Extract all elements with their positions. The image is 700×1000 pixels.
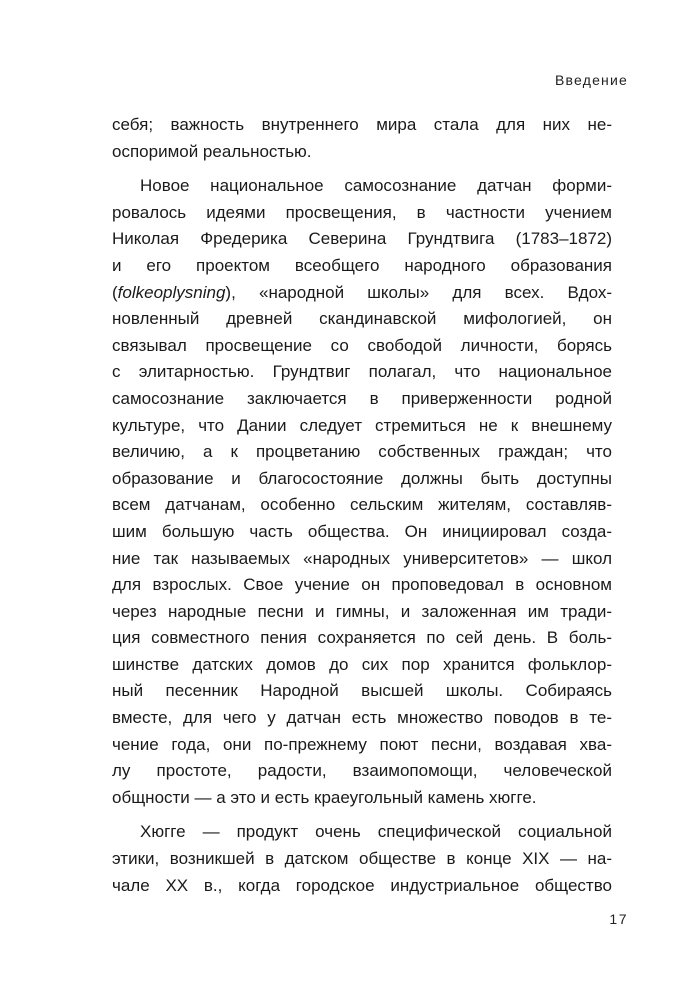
text-line: связывал просвещение со свободой личности, борясь — [112, 335, 612, 355]
text-line: всем датчанам, особенно сельским жителям, составляв- — [112, 495, 612, 515]
text-line: ный песенник Народной высшей школы. Собираясь — [112, 681, 612, 701]
text-line: Хюгге — продукт очень специфической социальной — [140, 822, 612, 842]
body-text — [112, 112, 612, 899]
text-line: лу простоте, радости, взаимопомощи, человеческой — [112, 761, 612, 781]
text-line: чение года, они по-прежнему поют песни, воздавая хва- — [112, 734, 612, 754]
text-line: через народные песни и гимны, и заложенная им тради- — [112, 601, 612, 621]
running-head: Введение — [555, 72, 628, 88]
text-line: шим большую часть общества. Он инициировал созда- — [112, 521, 612, 541]
text-line: ция совместного пения сохраняется по сей день. В боль- — [112, 628, 612, 648]
text-line: культуре, что Дании следует стремиться не к внешнему — [112, 415, 612, 435]
text-line: и его проектом всеобщего народного образования — [112, 255, 612, 275]
text-line: самосознание заключается в приверженности родной — [112, 388, 612, 408]
text-line: (folkeoplysning), «народной школы» для всех. Вдох- — [112, 282, 612, 302]
text-line: Николая Фредерика Северина Грундтвига (1783–1872) — [112, 229, 612, 249]
text-line: чале XX в., когда городское индустриальное общество — [112, 875, 612, 895]
text-line: с элитарностью. Грундтвиг полагал, что национальное — [112, 362, 612, 382]
text-line: Новое национальное самосознание датчан форми- — [140, 176, 612, 196]
text-line: этики, возникшей в датском обществе в конце XIX — на- — [112, 849, 612, 869]
page-number: 17 — [609, 911, 628, 927]
text-line: ние так называемых «народных университетов» — школ — [112, 548, 612, 568]
text-line: оспоримой реальностью. — [112, 141, 312, 161]
text-line: ровалось идеями просвещения, в частности учением — [112, 202, 612, 222]
text-line: себя; важность внутреннего мира стала для них не- — [112, 115, 612, 134]
text-line: шинстве датских домов до сих пор хранится фольклор- — [112, 654, 612, 674]
text-line: вместе, для чего у датчан есть множество поводов в те- — [112, 708, 612, 728]
text-line: новленный древней скандинавской мифологией, он — [112, 309, 612, 329]
text-line: общности — а это и есть краеугольный камень хюгге. — [112, 787, 537, 807]
text-line: величию, а к процветанию собственных граждан; что — [112, 442, 612, 462]
text-line: для взрослых. Свое учение он проповедовал в основном — [112, 575, 612, 595]
text-line: образование и благосостояние должны быть доступны — [112, 468, 612, 488]
